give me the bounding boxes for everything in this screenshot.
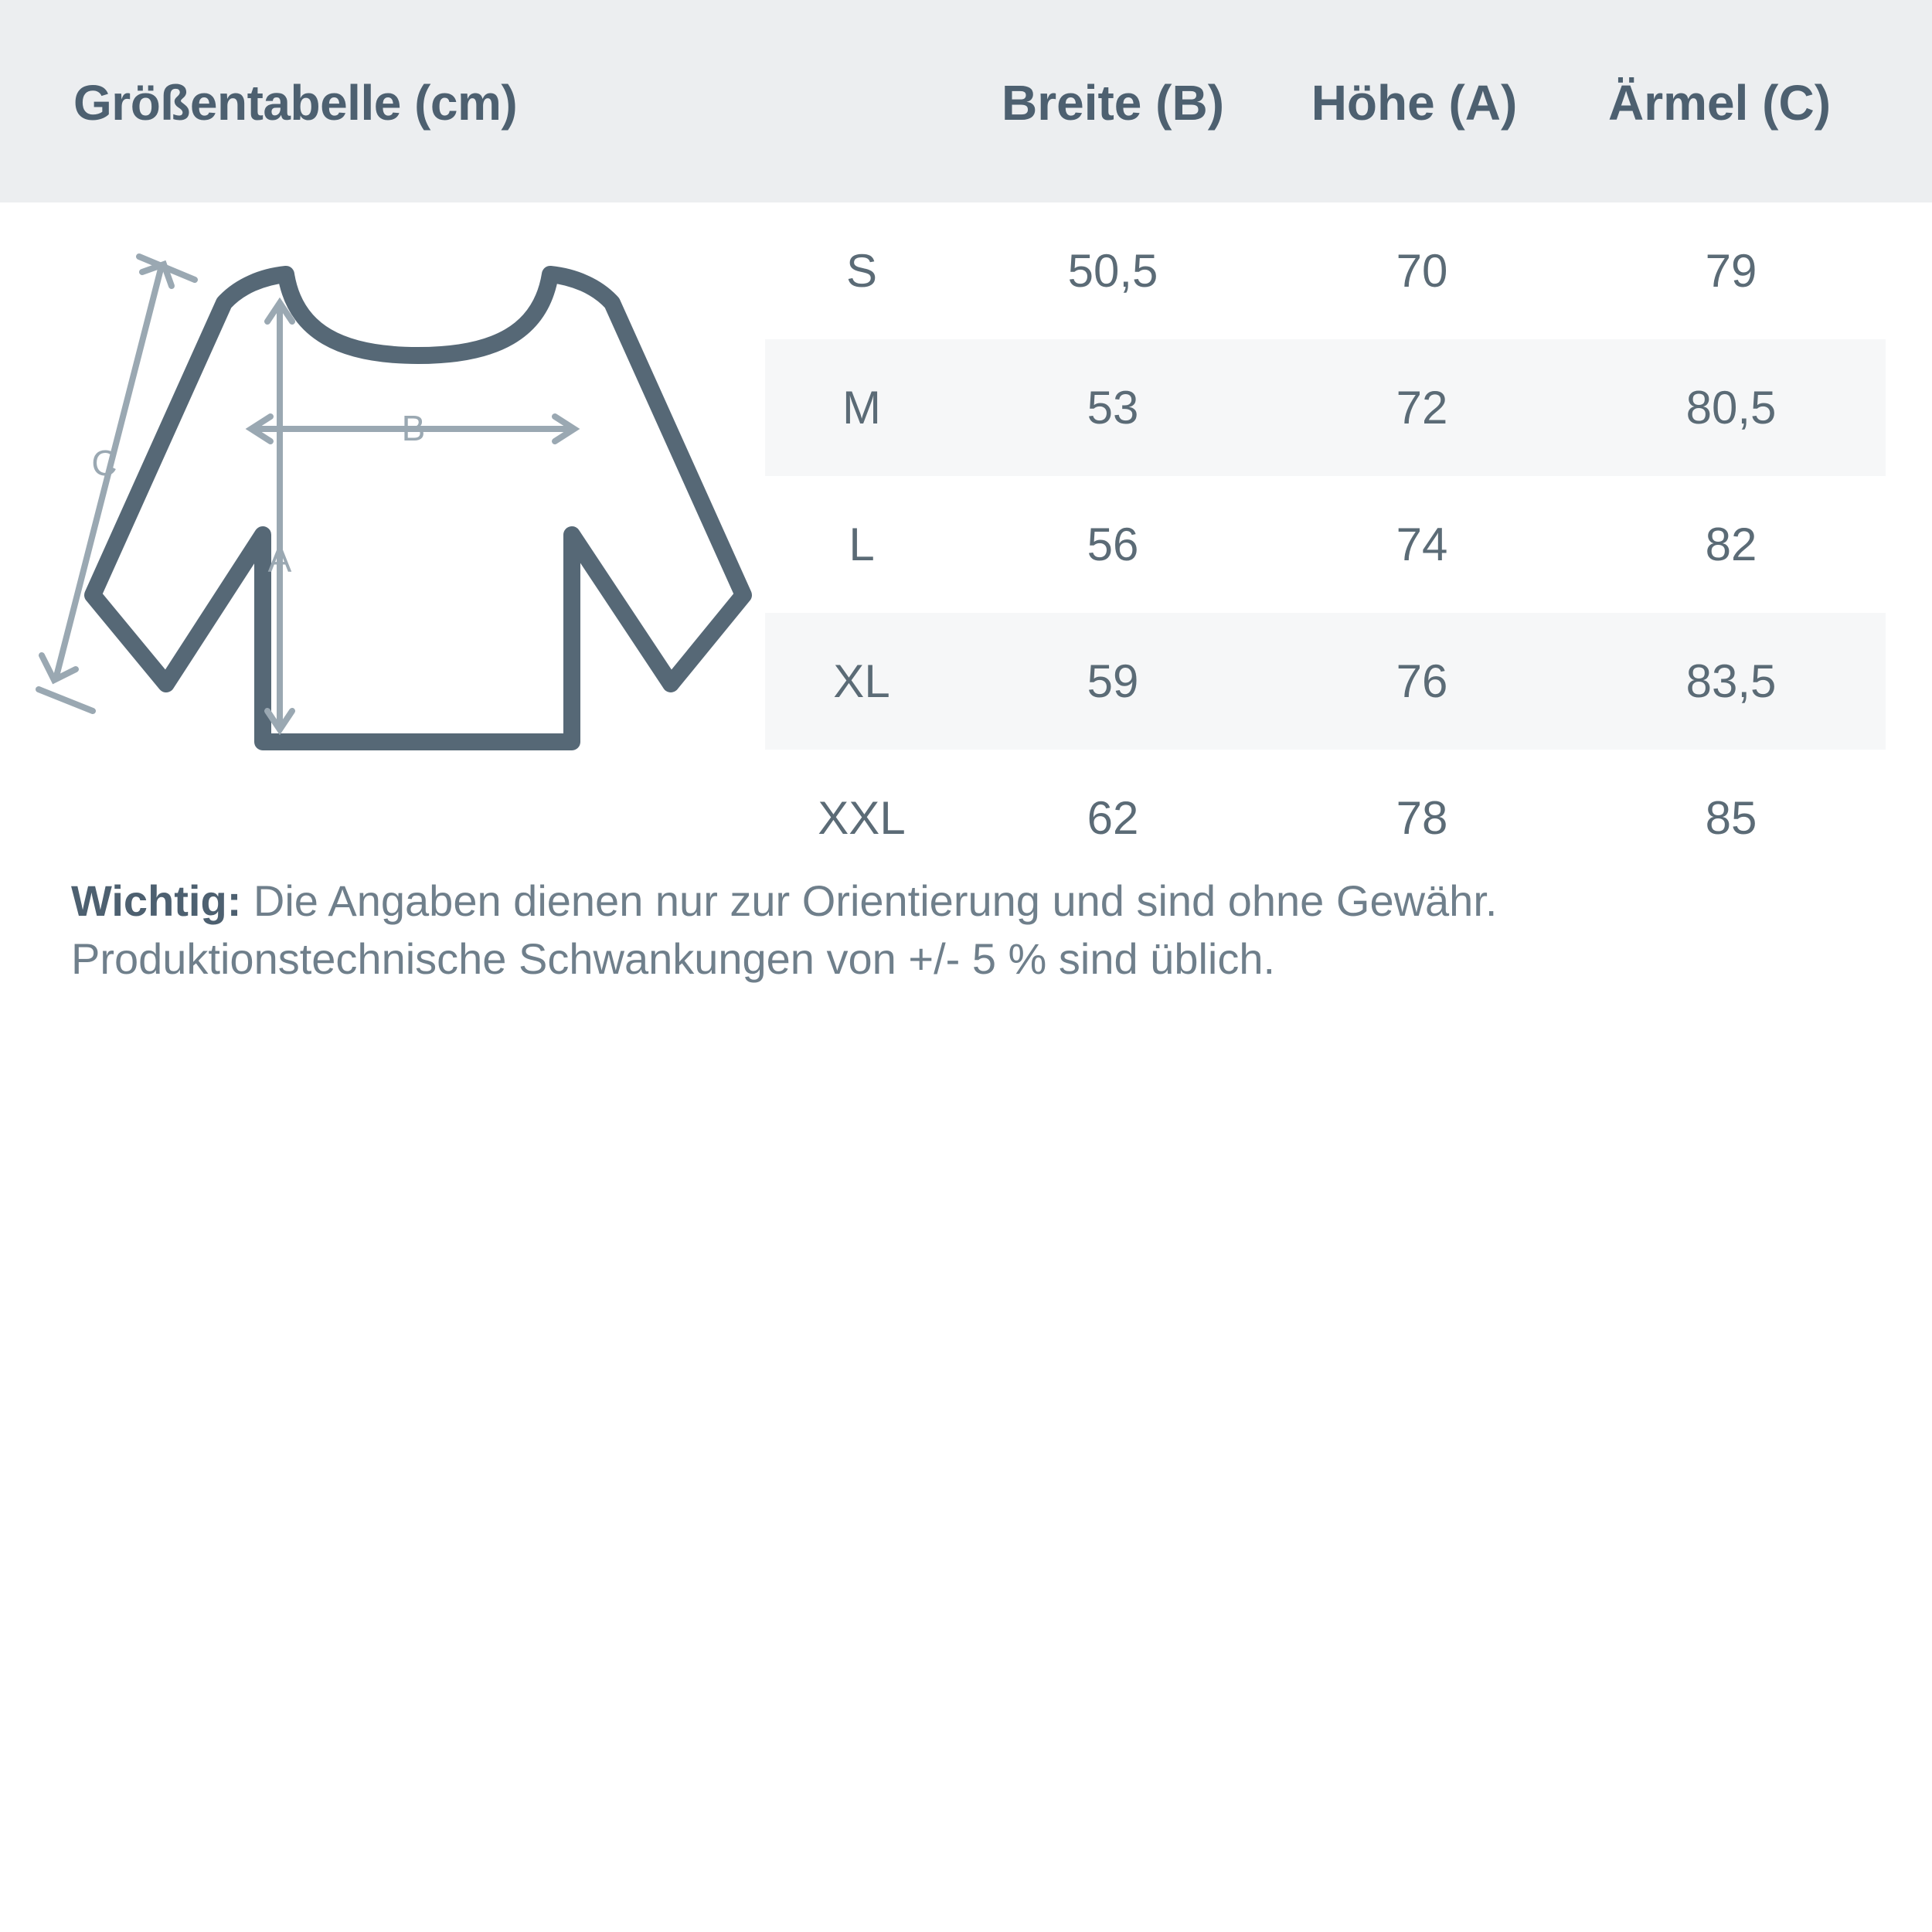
cell-breite: 53 bbox=[1087, 382, 1139, 434]
column-headers bbox=[962, 74, 1874, 131]
column-header-breite: Breite (B) bbox=[1001, 75, 1225, 131]
column-header-hoehe: Höhe (A) bbox=[1311, 75, 1518, 131]
cell-aermel: 82 bbox=[1705, 519, 1757, 570]
cell-breite: 62 bbox=[1087, 792, 1139, 844]
cell-size: XXL bbox=[818, 792, 906, 844]
disclaimer-text: Die Angaben dienen nur zur Orientierung und sind ohne Gewähr. Produktionstechnische Schwankungen von +/- 5 % sind üblich. bbox=[71, 876, 1498, 984]
table-row bbox=[765, 476, 1886, 613]
table-row bbox=[765, 613, 1886, 750]
table-row bbox=[765, 202, 1886, 339]
cell-size: S bbox=[845, 245, 878, 297]
page-title: Größentabelle (cm) bbox=[73, 75, 518, 131]
cell-hoehe: 76 bbox=[1396, 655, 1448, 707]
label-a: A bbox=[267, 539, 292, 580]
cell-hoehe: 74 bbox=[1396, 519, 1448, 570]
size-table bbox=[765, 202, 1886, 886]
cell-aermel: 83,5 bbox=[1685, 655, 1777, 707]
table-row bbox=[765, 750, 1886, 886]
cell-breite: 56 bbox=[1087, 519, 1139, 570]
cell-breite: 50,5 bbox=[1067, 245, 1158, 297]
shirt-icon bbox=[31, 232, 757, 804]
cell-aermel: 79 bbox=[1705, 245, 1757, 297]
cell-aermel: 85 bbox=[1705, 792, 1757, 844]
column-header-aermel: Ärmel (C) bbox=[1607, 75, 1832, 131]
disclaimer-note bbox=[71, 872, 1872, 988]
cell-hoehe: 78 bbox=[1396, 792, 1448, 844]
chart-header bbox=[0, 0, 1932, 202]
cell-hoehe: 72 bbox=[1396, 382, 1448, 434]
garment-diagram bbox=[31, 232, 757, 804]
cell-size: XL bbox=[833, 655, 890, 707]
disclaimer-lead: Wichtig: bbox=[71, 876, 242, 925]
cell-aermel: 80,5 bbox=[1685, 382, 1777, 434]
label-b: B bbox=[401, 408, 426, 448]
table-row bbox=[765, 339, 1886, 476]
cell-size: M bbox=[842, 382, 881, 434]
label-c: C bbox=[91, 443, 117, 483]
cell-hoehe: 70 bbox=[1396, 245, 1448, 297]
cell-size: L bbox=[849, 519, 875, 570]
cell-breite: 59 bbox=[1087, 655, 1139, 707]
